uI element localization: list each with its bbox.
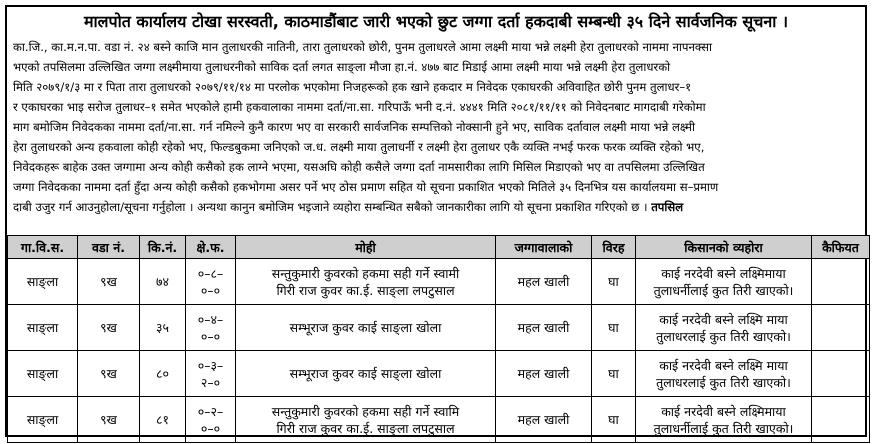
notice-line: हेरा तुलाधरको अन्य हकवाला कोही रहेको भए, फिल्डबुकमा जनिएको ज.ध. लक्ष्मी माया तुलाधर्नी र लक्ष्मी हेरा तुलाधर एकै व्यक्ति नभई फरक फरक व्यक्ति रहेको भए, — [13, 140, 705, 154]
notice-line: जग्गा निवेदकका नाममा दर्ता हुँदा अन्य कोही कसैको हकभोगमा असर पर्ने भए ठोस प्रमाण सहित यो सूचना प्रकाशित भएको मितिले ३५ दिनभित्र यस कार्यालयमा स–प्रमाण — [13, 180, 719, 194]
mohi-line: गिरी राज कुवर का.ई. साङ्ला लपटुसाल — [276, 420, 455, 436]
cell-vdc: साङ्ला — [8, 351, 78, 397]
farmer-line: तुलाधरलाई कुत तिरी खाएको। — [656, 374, 791, 390]
cell-vdc: साङ्ला — [8, 259, 78, 305]
cell-mohi — [236, 305, 496, 351]
cell-farmer — [636, 351, 812, 397]
mohi-line: गिरी राज कुवर का.ई. साङ्ला लपटुसाल — [276, 282, 455, 298]
cell-mohi — [236, 397, 496, 443]
notice-last-line — [13, 197, 861, 217]
header-ward: वडा नं. — [78, 236, 140, 259]
area-line: ०–३– — [197, 357, 224, 373]
header-kitta: कि.नं. — [140, 236, 186, 259]
farmer-line: तुलाधर्नीलाई कुत तिरी खाएको। — [653, 282, 794, 298]
cell-ward: ९ख — [78, 305, 140, 351]
table-row — [8, 259, 870, 305]
cell-owner: महल खाली — [496, 305, 592, 351]
cell-area — [186, 305, 236, 351]
cell-farmer — [636, 305, 812, 351]
area-line: २–० — [200, 374, 221, 390]
area-line: ०–८– — [197, 265, 224, 281]
area-line: ०–२– — [197, 403, 224, 419]
farmer-line: काई नरदेवी बस्ने लक्ष्मि माया — [659, 311, 788, 327]
notice-body — [13, 37, 861, 217]
header-remark: कैफियत — [812, 236, 870, 259]
cell-birah: घा — [592, 305, 636, 351]
cell-remark — [812, 351, 870, 397]
cell-vdc: साङ्ला — [8, 305, 78, 351]
cell-area — [186, 397, 236, 443]
cell-mohi — [236, 259, 496, 305]
cell-owner: महल खाली — [496, 351, 592, 397]
area-line: ०–० — [200, 282, 221, 298]
cell-farmer — [636, 397, 812, 443]
farmer-line: काई नरदेवी बस्ने लक्ष्मि माया — [659, 357, 788, 373]
farmer-line: काई नरदेवी बस्ने लक्ष्मिमाया — [661, 403, 786, 419]
notice-line: मिति २०७९/१/३ मा र पिता तारा तुलाधरको २०७९/११/१४ मा परलोक भएकोमा निजहरूको हक खाने हकदार म निवेदक एकाघरकी अविवाहित छोरी पुनम तुलाधर–१ — [13, 80, 692, 94]
land-records-table — [7, 235, 870, 443]
cell-farmer — [636, 259, 812, 305]
public-notice — [5, 5, 867, 437]
cell-birah: घा — [592, 351, 636, 397]
table-row — [8, 305, 870, 351]
notice-line: र एकाघरका भाइ सरोज तुलाधर–१ समेत भएकोले हामी हकवालाका नाममा दर्ता/ना.सा. गरिपाऊँ भनी द.नं. ४४४१ मिति २०८१/११/११ को निवेदनबाट मागदाबी गरेकोमा — [13, 100, 706, 114]
cell-remark — [812, 259, 870, 305]
cell-ward: ९ख — [78, 259, 140, 305]
area-line: ०–४– — [197, 311, 224, 327]
cell-kitta: ८० — [140, 351, 186, 397]
tapsil-label: तपसिल — [651, 200, 684, 214]
farmer-line: काई नरदेवी बस्ने लक्ष्मिमाया — [661, 265, 786, 281]
notice-line: का.जि., का.म.न.पा. वडा नं. २४ बस्ने काजि मान तुलाधरकी नातिनी, तारा तुलाधरको छोरी, पुनम तुलाधरले आमा लक्ष्मी माया भन्ने लक्ष्मी हेरा तुलाधरको नाममा नापनक्सा — [13, 40, 712, 54]
mohi-line: सन्तुकुमारी कुवरको हकमा सही गर्ने स्वामी — [271, 265, 460, 281]
notice-title: मालपोत कार्यालय टोखा सरस्वती, काठमाडौंबाट जारी भएको छुट जग्गा दर्ता हकदाबी सम्बन्धी ३५ दिने सार्वजनिक सूचना । — [83, 12, 789, 31]
cell-ward: ९ख — [78, 397, 140, 443]
table-row — [8, 397, 870, 443]
header-owner: जग्गावालाको — [496, 236, 592, 259]
mohi-line: सन्तुकुमारी कुवरको हकमा सही गर्ने स्वामि — [271, 403, 460, 419]
cell-remark — [812, 397, 870, 443]
area-line: ०–० — [200, 328, 221, 344]
header-mohi: मोही — [236, 236, 496, 259]
cell-vdc: साङ्ला — [8, 397, 78, 443]
cell-owner: महल खाली — [496, 397, 592, 443]
cell-ward: ९ख — [78, 351, 140, 397]
notice-closing-text: दाबी उजुर गर्न आउनुहोला/सूचना गर्नुहोला । अन्यथा कानुन बमोजिम भइजाने व्यहोरा सम्बन्धित सबैको जानकारीका लागि यो सूचना प्रकाशित गरिएको छ । — [13, 200, 648, 214]
table-header-row — [8, 236, 870, 259]
header-farmer: किसानको व्यहोरा — [636, 236, 812, 259]
notice-line: निवेदकहरू बाहेक उक्त जग्गामा अन्य कोही कसैको हक लाग्ने भएमा, यसअघि कोही कसैले जग्गा दर्ता नामसारीका लागि मिसिल मिडाएको भए वा तपसिलमा उल्लिखित — [13, 160, 705, 174]
cell-area — [186, 259, 236, 305]
header-birah: विरह — [592, 236, 636, 259]
cell-birah: घा — [592, 259, 636, 305]
cell-owner: महल खाली — [496, 259, 592, 305]
cell-kitta: ७४ — [140, 259, 186, 305]
notice-line: माग बमोजिम निवेदकका नाममा दर्ता/ना.सा. गर्न नमिल्ने कुनै कारण भए वा सरकारी सार्वजनिक सम्पत्तिको नोक्सानी हुने भए, साविक दर्तावाल लक्ष्मी माया भन्ने लक्ष्मी — [13, 120, 695, 134]
farmer-line: तुलाधरलाई कुत तिरी खाएको। — [656, 328, 791, 344]
notice-line: भएको तपसिलमा उल्लिखित जग्गा लक्ष्मीमाया तुलाधरनीको साविक दर्ता लगत साङ्ला मौजा हा.नं. ४७७ बाट मिडाई आमा लक्ष्मी माया भन्ने लक्ष्मी हेरा तुलाधरको — [13, 60, 671, 74]
cell-kitta: ३५ — [140, 305, 186, 351]
header-vdc: गा.वि.स. — [8, 236, 78, 259]
cell-area — [186, 351, 236, 397]
header-area: क्षे.फ. — [186, 236, 236, 259]
farmer-line: तुलाधर्नीलाई कुत तिरी खाएको। — [653, 420, 794, 436]
mohi-line: सम्भूराज कुवर काई साङ्ला खोला — [289, 366, 442, 381]
area-line: ०–० — [200, 420, 221, 436]
cell-kitta: ८१ — [140, 397, 186, 443]
cell-birah: घा — [592, 397, 636, 443]
cell-mohi — [236, 351, 496, 397]
cell-remark — [812, 305, 870, 351]
table-row — [8, 351, 870, 397]
mohi-line: सम्भूराज कुवर काई साङ्ला खोला — [289, 320, 442, 335]
